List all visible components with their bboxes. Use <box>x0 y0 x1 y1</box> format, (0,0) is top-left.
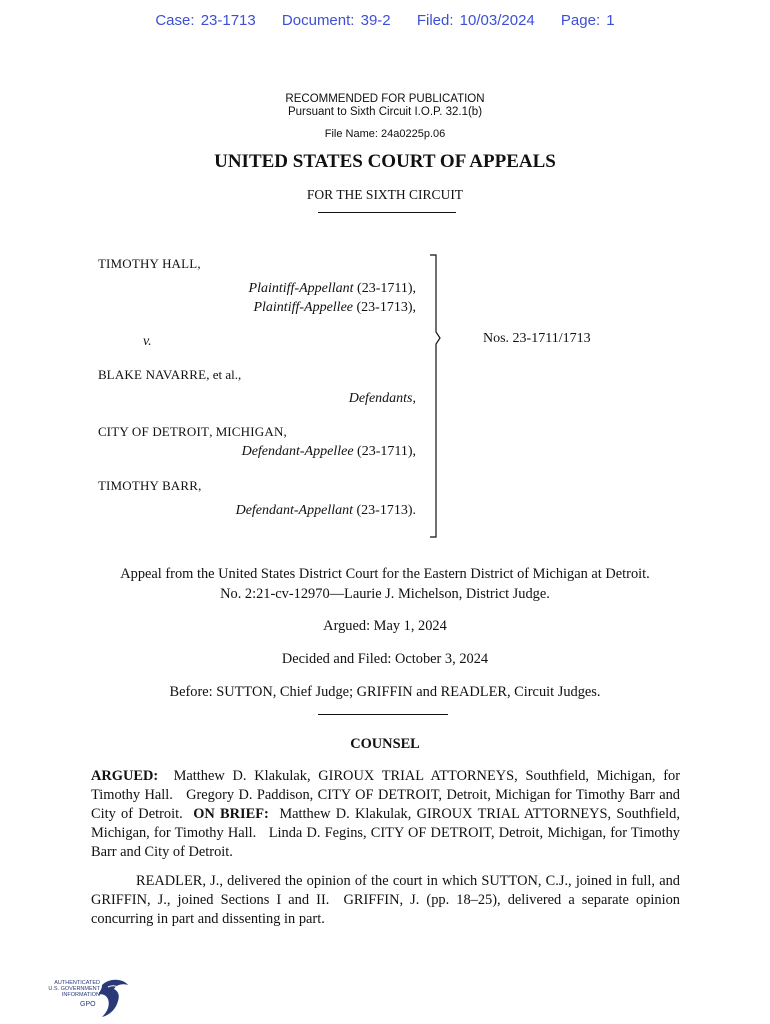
counsel-heading: COUNSEL <box>350 736 420 752</box>
court-subtitle: FOR THE SIXTH CIRCUIT <box>306 187 464 202</box>
decided-date: Decided and Filed: October 3, 2024 <box>281 651 489 667</box>
publication-notice <box>0 93 770 119</box>
title-rule <box>318 212 456 213</box>
caption-bracket <box>426 254 448 540</box>
filed-date: Filed: 10/03/2024 <box>416 12 535 29</box>
court-title: UNITED STATES COURT OF APPEALS <box>214 151 556 172</box>
panel-rule <box>318 714 448 715</box>
argued-text: Matthew D. Klakulak, GIROUX TRIAL ATTORNEYS, Southfield, Michigan, for Timothy Hall. Gregory D. Paddison, CITY OF DETROIT, Detroit, Michigan for Timothy Barr and City of Detroit. <box>91 768 684 822</box>
publication-line1: RECOMMENDED FOR PUBLICATION <box>285 93 485 105</box>
party-timothy-barr: TIMOTHY BARR, <box>98 478 202 493</box>
appeal-line1: Appeal from the United States District Court for the Eastern District of Michigan at Detroit. <box>120 566 650 582</box>
on-brief-text: Matthew D. Klakulak, GIROUX TRIAL ATTORNEYS, Southfield, Michigan, for Timothy Hall. Linda D. Fegins, CITY OF DETROIT, Detroit, Michigan, for Timothy Barr and City of Detroit. <box>91 806 684 860</box>
seal-line3: INFORMATION <box>61 992 100 999</box>
role-plaintiff-appellee: Plaintiff-Appellee (23-1713), <box>253 300 416 315</box>
role-defendant-appellant: Defendant-Appellant (23-1713). <box>235 503 416 518</box>
publication-line2: Pursuant to Sixth Circuit I.O.P. 32.1(b) <box>287 106 483 118</box>
counsel-paragraph <box>91 767 684 862</box>
document-number: Document: 39-2 <box>281 12 391 29</box>
versus: v. <box>143 334 152 349</box>
argued-date: Argued: May 1, 2024 <box>323 618 447 634</box>
role-defendant-appellee: Defendant-Appellee (23-1711), <box>241 444 416 459</box>
panel-judges: Before: SUTTON, Chief Judge; GRIFFIN and READLER, Circuit Judges. <box>169 684 601 700</box>
appeal-line2: No. 2:21-cv-12970—Laurie J. Michelson, District Judge. <box>220 586 550 602</box>
file-name: File Name: 24a0225p.06 <box>324 128 446 140</box>
seal-line4: GPO <box>80 1001 96 1008</box>
case-number: Case: 23-1713 <box>155 12 256 29</box>
seal-line2: U.S. GOVERNMENT <box>48 986 100 993</box>
on-brief-label: ON BRIEF: <box>193 806 269 822</box>
party-city-of-detroit: CITY OF DETROIT, MICHIGAN, <box>98 424 287 439</box>
seal-line1: AUTHENTICATED <box>54 980 100 986</box>
party-blake-navarre: BLAKE NAVARRE, et al., <box>98 367 242 382</box>
appeal-info <box>0 564 770 604</box>
gpo-authentication-seal <box>44 977 134 1021</box>
filing-header <box>0 12 770 29</box>
case-numbers: Nos. 23-1711/1713 <box>483 331 591 346</box>
opinion-authorship: READLER, J., delivered the opinion of the court in which SUTTON, C.J., joined in full, and GRIFFIN, J., joined Sections I and II. GRIFFIN, J. (pp. 18–25), delivered a separate opinion concurring in part and dissenting in part. <box>91 873 684 927</box>
role-plaintiff-appellant: Plaintiff-Appellant (23-1711), <box>248 281 416 296</box>
argued-label: ARGUED: <box>91 768 159 784</box>
page-number: Page: 1 <box>560 12 615 29</box>
party-timothy-hall: TIMOTHY HALL, <box>98 256 201 271</box>
role-defendants: Defendants, <box>348 391 416 406</box>
